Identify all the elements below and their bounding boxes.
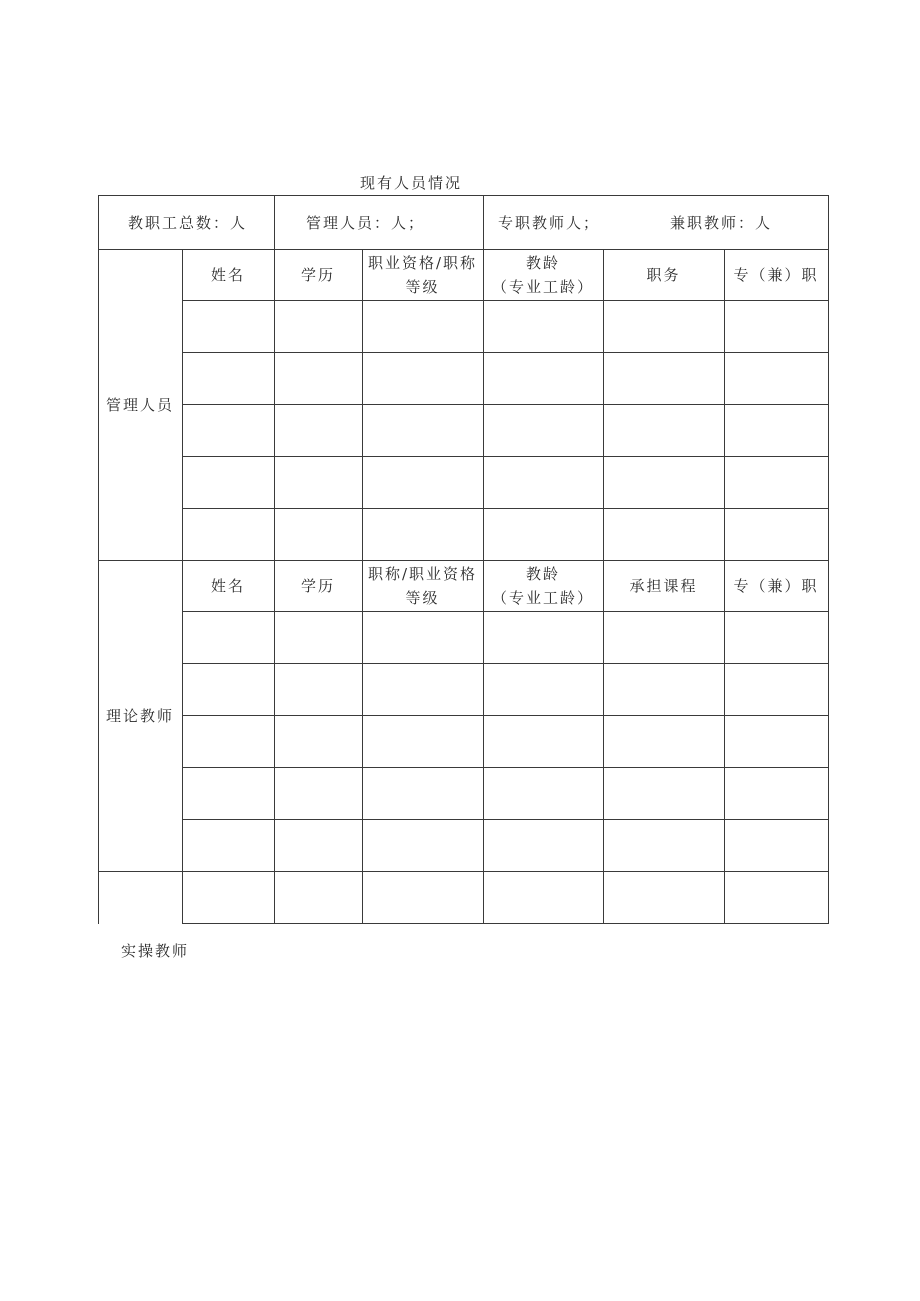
section-label-theory: 理论教师	[105, 706, 174, 725]
section-label-practice: 实操教师	[121, 942, 190, 960]
table-title: 现有人员情况	[360, 174, 463, 192]
header-teaching-years: 教龄 （专业工龄）	[491, 253, 594, 296]
header-name: 姓名	[210, 265, 245, 284]
staff-table	[98, 195, 829, 924]
header-fulltime-parttime: 专（兼）职	[733, 576, 819, 595]
total-staff-label: 教职工总数：人	[128, 213, 248, 232]
header-education: 学历	[300, 576, 335, 595]
parttime-teachers-label: 兼职教师：人	[670, 213, 773, 232]
header-qualification: 职业资格/职称 等级	[367, 253, 478, 296]
header-fulltime-parttime: 专（兼）职	[733, 265, 819, 284]
header-courses: 承担课程	[629, 576, 698, 595]
header-education: 学历	[300, 265, 335, 284]
header-qualification: 职称/职业资格 等级	[367, 564, 478, 607]
header-position: 职务	[646, 265, 681, 284]
managers-count-label: 管理人员：人；	[306, 213, 426, 232]
header-teaching-years: 教龄 （专业工龄）	[491, 564, 594, 607]
header-name: 姓名	[210, 576, 245, 595]
fulltime-teachers-label: 专职教师人；	[498, 213, 601, 232]
section-label-management: 管理人员	[105, 395, 174, 414]
